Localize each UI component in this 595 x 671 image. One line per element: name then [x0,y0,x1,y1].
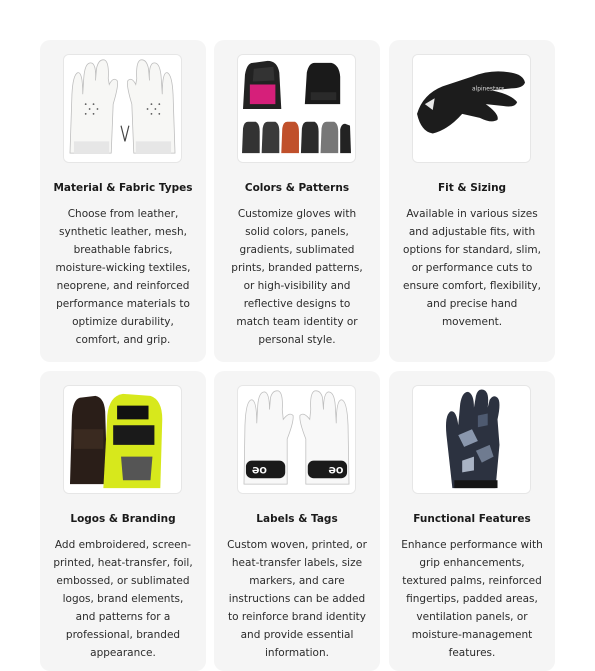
card-description: Enhance performance with grip enhancements, textured palms, reinforced fingertips, padded areas, ventilation panels, or moisture-management features. [401,539,543,659]
camo-glove-image [412,385,531,494]
card-description: Customize gloves with solid colors, panels, gradients, sublimated prints, branded patterns, or high-visibility and reflective designs to match team identity or personal style. [231,208,363,346]
card-description: Choose from leather, synthetic leather, mesh, breathable fabrics, moisture-wicking textiles, neoprene, and reinforced performance materials to optimize durability, comfort, and grip. [55,208,191,346]
card-title: Labels & Tags [256,513,338,525]
card-title: Functional Features [413,513,531,525]
svg-text:ƏO: ƏO [251,466,267,477]
card-description: Custom woven, printed, or heat-transfer labels, size markers, and care instructions can be added to reinforce brand identity and provide essential information. [227,539,367,659]
card-title: Colors & Patterns [244,182,350,194]
feature-card-material [40,40,206,362]
card-description: Add embroidered, screen-printed, heat-transfer, foil, embossed, or sublimated logos, brand elements, and patterns for a professional, branded appearance. [53,539,193,659]
card-title: Logos & Branding [70,513,176,525]
white-golf-gloves-image [237,385,356,494]
feature-card-labels [214,371,380,671]
svg-text:alpinestars: alpinestars [471,86,505,93]
colorful-motorcycle-gloves-image [237,54,356,163]
card-title: Material & Fabric Types [53,182,193,194]
white-leather-gloves-image [63,54,182,163]
feature-card-functional [389,371,555,671]
neon-yellow-race-gloves-image [63,385,182,494]
feature-card-fit [389,40,555,362]
feature-card-colors [214,40,380,362]
card-description: Available in various sizes and adjustable fits, with options for standard, slim, or performance cuts to ensure comfort, flexibility, and precise hand movement. [403,208,541,328]
section-heading-cropped [0,0,595,4]
black-riding-glove-image [412,54,531,163]
card-title: Fit & Sizing [437,182,507,194]
svg-text:ƏO: ƏO [328,466,344,477]
feature-card-logos [40,371,206,671]
